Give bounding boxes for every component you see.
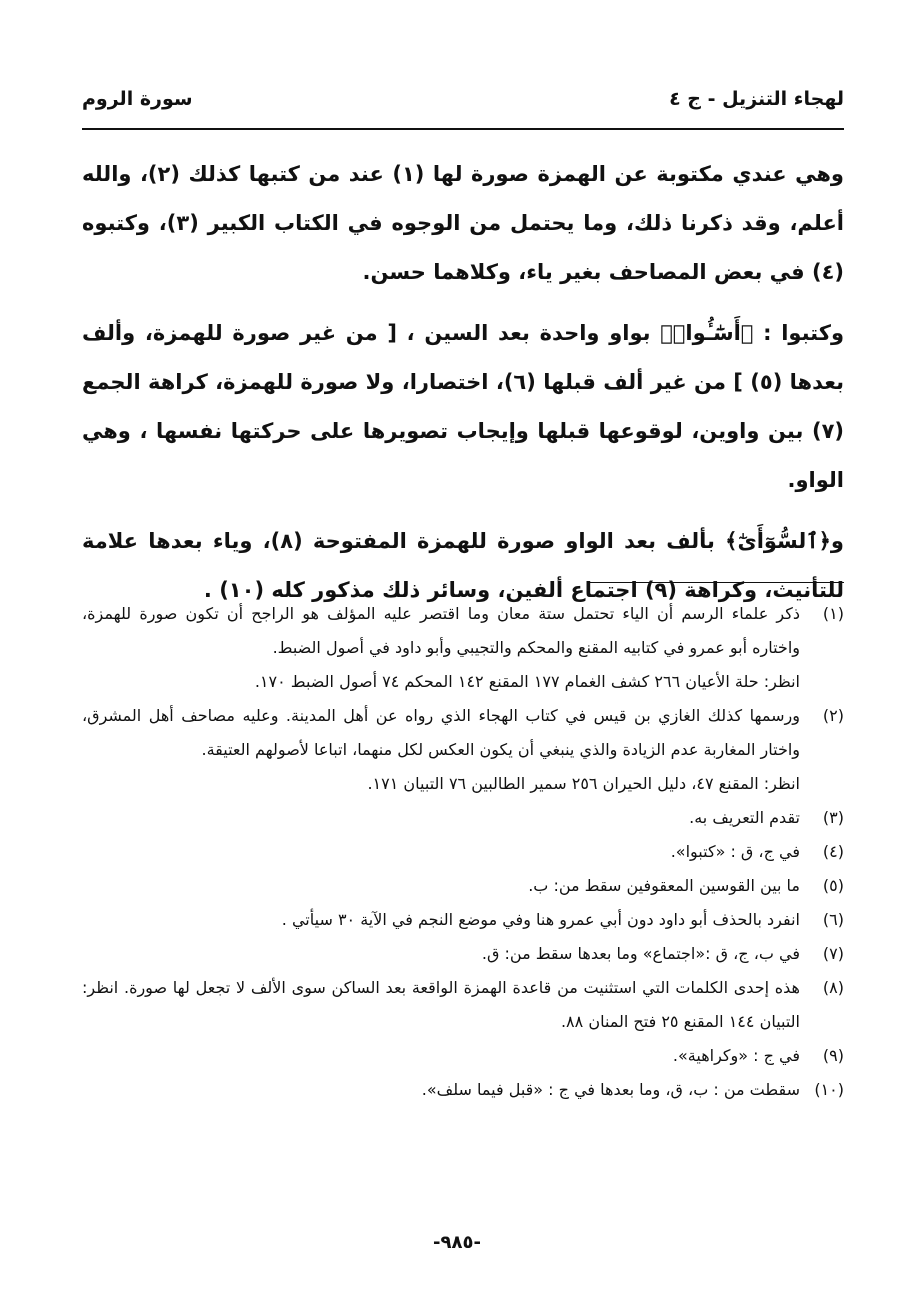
main-paragraph: وكتبوا : ﴿أَسَٰٓـُٔوا۟﴾ بواو واحدة بعد السين ، [ من غير صورة للهمزة، وألف بعدها (٥) ] من غير ألف قبلها (٦)، اختصارا، ولا صورة للهمزة، كراهة الجمع (٧) بين واوين، لوقوعها قبلها وإيجاب تصويرها على حركتها نفسها ، وهي الواو. xyxy=(82,321,844,492)
footnote-number: (٣) xyxy=(822,808,844,827)
footnote-text: تقدم التعريف به. xyxy=(689,808,800,827)
footnote-text: انظر: حلة الأعيان ٢٦٦ كشف الغمام ١٧٧ المقنع ١٤٢ المحكم ٧٤ أصول الضبط ١٧٠. xyxy=(254,672,800,691)
footnote xyxy=(82,801,844,835)
footnote-text: انفرد بالحذف أبو داود دون أبي عمرو هنا وفي موضع النجم في الآية ٣٠ سيأتي . xyxy=(281,910,800,929)
footnote-divider xyxy=(590,582,844,583)
footnote-text: في ب، ج، ق :«اجتماع» وما بعدها سقط من: ق. xyxy=(481,944,800,963)
footnote-number: (٧) xyxy=(822,944,844,963)
main-paragraph: و﴿ٱلسُّوٓأَىٰٓ﴾ بألف بعد الواو صورة للهمزة المفتوحة (٨)، وياء بعدها علامة للتأنيث، وكراهة (٩) اجتماع ألفين، وسائر ذلك مذكور كله (١٠) . xyxy=(82,529,844,602)
footnote xyxy=(82,903,844,937)
footnote-number: (٤) xyxy=(822,842,844,861)
main-text xyxy=(82,150,844,627)
footnote xyxy=(82,597,844,699)
footnote-number: (٦) xyxy=(822,910,844,929)
main-paragraph: وهي عندي مكتوبة عن الهمزة صورة لها (١) عند من كتبها كذلك (٢)، والله أعلم، وقد ذكرنا ذلك، وما يحتمل من الوجوه في الكتاب الكبير (٣)، وكتبوه (٤) في بعض المصاحف بغير ياء، وكلاهما حسن. xyxy=(82,162,845,284)
footnote-text: هذه إحدى الكلمات التي استثنيت من قاعدة الهمزة الواقعة بعد الساكن سوى الألف لا تجعل لها صورة. انظر: التبيان ١٤٤ المقنع ٢٥ فتح المنان ٨٨. xyxy=(82,978,800,1031)
footnote-text: سقطت من : ب، ق، وما بعدها في ج : «قبل فيما سلف». xyxy=(421,1080,800,1099)
page-number: -٩٨٥- xyxy=(433,1232,481,1253)
footnote-text: ذكر علماء الرسم أن الياء تحتمل ستة معان وما اقتصر عليه المؤلف هو الراجح أن تكون صورة للهمزة، واختاره أبو عمرو في كتابيه المقنع والمحكم والتجيبي وأبو داود في أصول الضبط. xyxy=(82,604,800,657)
footnote xyxy=(82,1039,844,1073)
footnote-text: ورسمها كذلك الغازي بن قيس في كتاب الهجاء الذي رواه عن أهل المدينة. وعليه مصاحف أهل المشرق، واختار المغاربة عدم الزيادة والذي ينبغي أن يكون العكس لكل منهما، اتباعا لأصولهم العتيقة. xyxy=(82,706,800,759)
footnote xyxy=(82,835,844,869)
footnote-number: (٢) xyxy=(822,706,844,725)
footnote xyxy=(82,869,844,903)
footnote-number: (٨) xyxy=(822,978,844,997)
header-divider xyxy=(82,128,844,130)
footnote-number: (٥) xyxy=(822,876,844,895)
footnotes xyxy=(82,597,844,1107)
book-title: لهجاء التنزيل - ج ٤ xyxy=(669,88,844,110)
running-header xyxy=(82,88,844,110)
footnote-number: (١٠) xyxy=(814,1080,844,1099)
footnote-number: (١) xyxy=(822,604,844,623)
footnote xyxy=(82,699,844,801)
footnote-text: انظر: المقنع ٤٧، دليل الحيران ٢٥٦ سمير الطالبين ٧٦ التبيان ١٧١. xyxy=(367,774,800,793)
footnote-text: في ج، ق : «كتبوا». xyxy=(670,842,800,861)
footnote xyxy=(82,937,844,971)
surah-title: سورة الروم xyxy=(82,88,193,110)
footnote-number: (٩) xyxy=(822,1046,844,1065)
footnote-text: ما بين القوسين المعقوفين سقط من: ب. xyxy=(528,876,800,895)
footnote xyxy=(82,971,844,1039)
footnote-text: في ج : «وكراهية». xyxy=(672,1046,800,1065)
footnote xyxy=(82,1073,844,1107)
